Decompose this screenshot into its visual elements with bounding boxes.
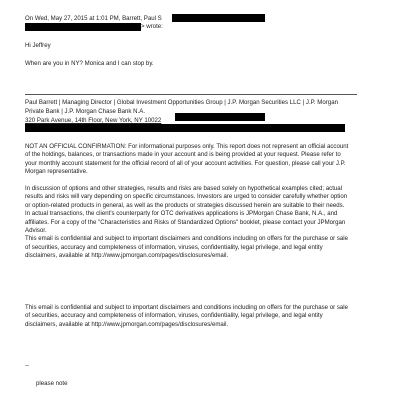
- signature-divider: [25, 94, 357, 95]
- message-body: When are you in NY? Monica and I can stop by.: [25, 60, 154, 67]
- disclaimer-line: Morgan representative.: [25, 168, 88, 176]
- signature-line-1: Paul Barrett | Managing Director | Global Investment Opportunities Group | J.P. Morgan Securities LLC | J.P. Morgan: [25, 99, 338, 106]
- disclaimer-line: your monthly account statement for the official record of all of your account activities. For question, please call your J.P.: [25, 159, 346, 167]
- quoted-header-wrote: > wrote:: [141, 23, 163, 30]
- disclaimer-line: Advisor.: [25, 227, 47, 235]
- redacted-email-address: [172, 14, 265, 22]
- redacted-signature-contact: [175, 113, 265, 121]
- disclaimer-line: disclaimers, available at http://www.jpmorgan.com/pages/disclosures/email.: [25, 320, 229, 328]
- disclaimer-line: In actual transactions, the client's counterparty for OTC derivatives applications is JPMorgan Chase Bank, N.A., and: [25, 210, 338, 218]
- disclaimer-line: or option-related products in general, as well as the products or strategies discussed herein are suitable to their needs.: [25, 201, 345, 209]
- separator: --: [25, 362, 30, 369]
- closing-note: please note: [36, 380, 68, 387]
- disclaimer-line: of securities, accuracy and completeness of information, viruses, confidentiality, legal privilege, and legal entity: [25, 243, 323, 251]
- disclaimer-line: In discussion of options and other strategies, results and risks are based solely on hypothetical examples cited; actual: [25, 185, 343, 192]
- signature-address: 320 Park Avenue, 14th Floor, New York, NY 10022: [25, 117, 162, 124]
- signature-line-2: Private Bank | J.P. Morgan Chase Bank N.A.: [25, 108, 146, 115]
- disclaimer-line: affiliates. For a copy of the "Characteristics and Risks of Standardized Options" booklet, please contact your JPMorgan: [25, 218, 346, 226]
- redacted-email-address-continued: [25, 23, 141, 31]
- disclaimer-options: [25, 185, 387, 261]
- disclaimer-line: disclaimers, available at http://www.jpmorgan.com/pages/disclosures/email.: [25, 252, 229, 260]
- redacted-signature-details: [25, 124, 345, 132]
- disclaimer-line: of securities, accuracy and completeness of information, viruses, confidentiality, legal privilege, and legal entity: [25, 312, 323, 320]
- disclaimer-email: [25, 304, 387, 329]
- quoted-header-line: On Wed, May 27, 2015 at 1:01 PM, Barrett, Paul S: [25, 15, 162, 22]
- disclaimer-line: This email is confidential and subject to important disclaimers and conditions including on offers for the purchase or sale: [25, 235, 349, 243]
- disclaimer-line: of the holdings, balances, or transactions made in your account and is being provided at your request. Please refer to: [25, 151, 341, 159]
- disclaimer-line: results and risks will vary depending on specific circumstances. Investors are urged to consider carefully whether option: [25, 193, 348, 201]
- disclaimer-confirmation: [25, 143, 387, 177]
- disclaimer-line: NOT AN OFFICIAL CONFIRMATION: For informational purposes only. This report does not represent an official account: [25, 143, 349, 150]
- greeting: Hi Jeffrey: [25, 42, 51, 49]
- disclaimer-line: This email is confidential and subject to important disclaimers and conditions including on offers for the purchase or sale: [25, 304, 349, 311]
